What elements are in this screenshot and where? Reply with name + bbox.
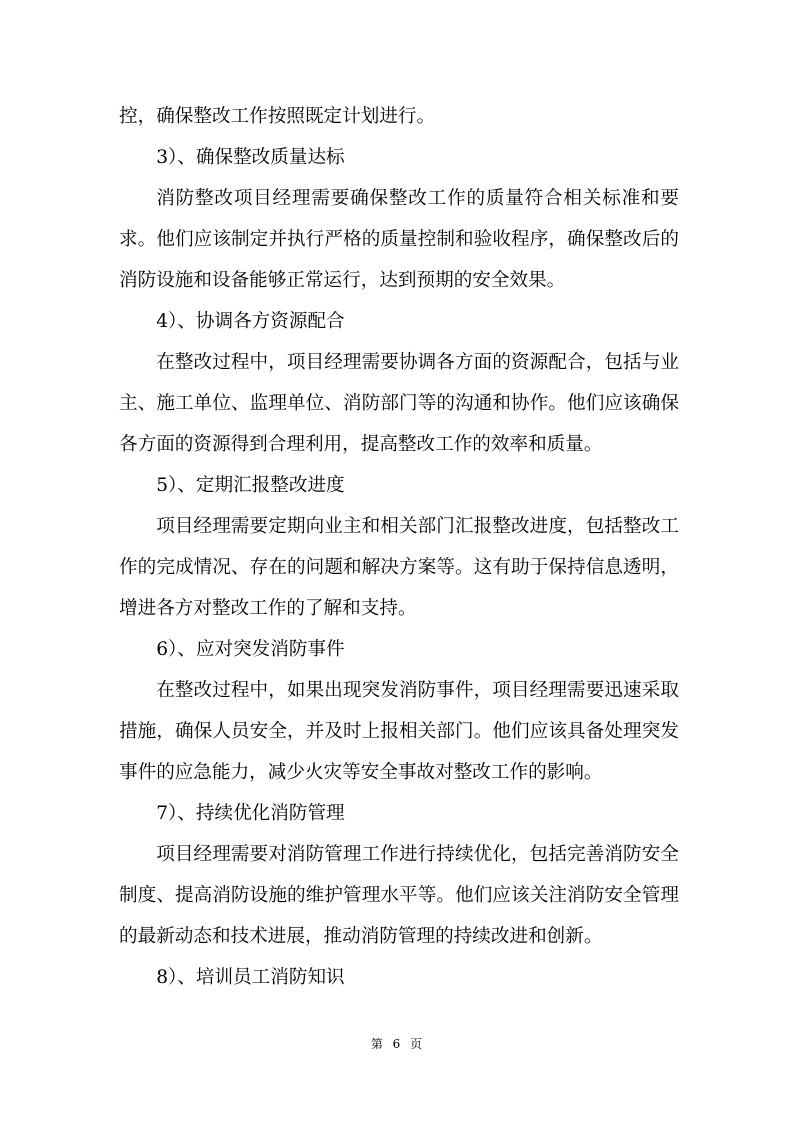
section-paragraph-4: 在整改过程中，项目经理需要协调各方面的资源配合，包括与业主、施工单位、监理单位、消防部门等的沟通和协作。他们应该确保各方面的资源得到合理利用，提高整改工作的效率和质量。	[119, 352, 679, 455]
page-number: 6	[392, 1037, 401, 1051]
section-paragraph-3: 消防整改项目经理需要确保整改工作的质量符合相关标准和要求。他们应该制定并执行严格的质量控制和验收程序，确保整改后的消防设施和设备能够正常运行，达到预期的安全效果。	[119, 188, 679, 291]
page-number-prefix: 第	[370, 1037, 383, 1051]
continuation-text: 控，确保整改工作按照既定计划进行。	[119, 106, 436, 127]
section-heading-4: 4）、协调各方资源配合	[156, 311, 345, 332]
document-body	[119, 96, 679, 998]
section-paragraph-5: 项目经理需要定期向业主和相关部门汇报整改进度，包括整改工作的完成情况、存在的问题和解决方案等。这有助于保持信息透明，增进各方对整改工作的了解和支持。	[119, 516, 679, 619]
section-heading-5: 5）、定期汇报整改进度	[156, 475, 345, 496]
section-heading-8: 8）、培训员工消防知识	[156, 967, 345, 988]
section-heading-6: 6）、应对突发消防事件	[156, 639, 345, 660]
page-footer	[0, 1036, 793, 1052]
page-number-suffix: 页	[410, 1037, 423, 1051]
section-paragraph-7: 项目经理需要对消防管理工作进行持续优化，包括完善消防安全制度、提高消防设施的维护管理水平等。他们应该关注消防安全管理的最新动态和技术进展，推动消防管理的持续改进和创新。	[119, 844, 679, 947]
section-heading-7: 7）、持续优化消防管理	[156, 803, 345, 824]
section-heading-3: 3）、确保整改质量达标	[156, 147, 345, 168]
section-paragraph-6: 在整改过程中，如果出现突发消防事件，项目经理需要迅速采取措施，确保人员安全，并及时上报相关部门。他们应该具备处理突发事件的应急能力，减少火灾等安全事故对整改工作的影响。	[119, 680, 679, 783]
